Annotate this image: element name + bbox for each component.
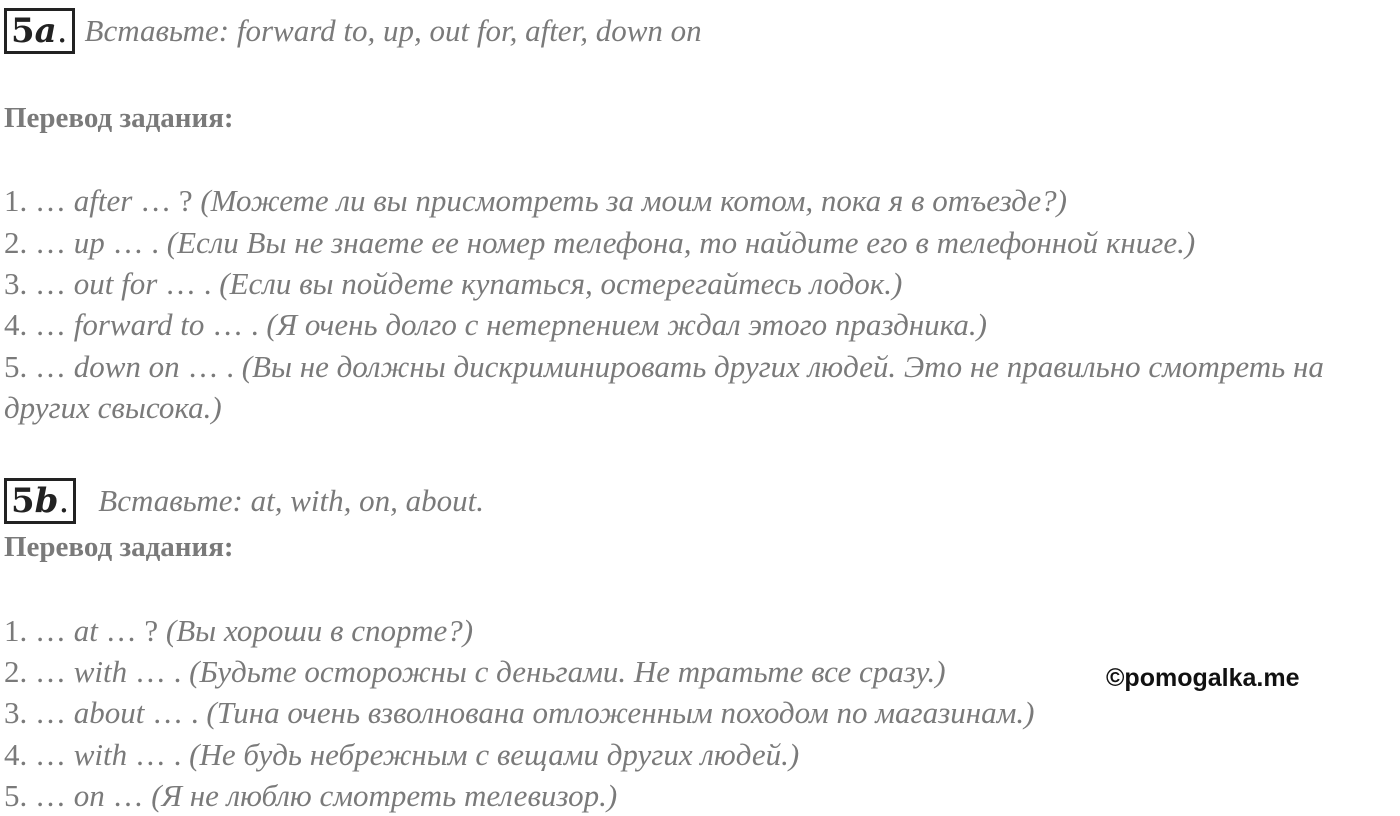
item-answer: at: [73, 613, 98, 648]
exercise-5b-item-4: [4, 734, 799, 775]
watermark-text: ©pomogalka.me: [1106, 664, 1300, 692]
item-answer: up: [73, 225, 105, 260]
exercise-5a-item-1: [4, 180, 1067, 221]
exercise-5a-instruction: Вставьте: forward to, up, out for, after, down on: [84, 13, 702, 48]
badge-dot: .: [56, 11, 68, 51]
exercise-5b-item-3: [4, 692, 1034, 733]
exercise-5b-subheading: Перевод задания:: [4, 531, 234, 563]
item-answer: out for: [73, 266, 158, 301]
item-translation: (Можете ли вы присмотреть за моим котом, пока я в отъезде?): [200, 183, 1067, 218]
exercise-5a-subheading: Перевод задания:: [4, 102, 234, 134]
item-rest: …: [104, 778, 152, 813]
exercise-5a-item-3: [4, 263, 902, 304]
item-answer: after: [73, 183, 133, 218]
item-translation: (Тина очень взволнована отложенным походом по магазинам.): [206, 695, 1035, 730]
exercise-5a-item-4: [4, 304, 987, 345]
item-rest: … .: [179, 349, 242, 384]
item-answer: with: [73, 654, 128, 689]
item-number: 4. …: [4, 737, 74, 772]
item-rest: … .: [144, 695, 207, 730]
badge-letter: a: [34, 11, 57, 51]
badge-number: 5: [11, 11, 35, 51]
item-translation: (Если Вы не знаете ее номер телефона, то найдите его в телефонной книге.): [166, 225, 1196, 260]
item-answer: with: [73, 737, 128, 772]
item-answer: down on: [73, 349, 180, 384]
item-translation: (Будьте осторожны с деньгами. Не тратьте все сразу.): [189, 654, 946, 689]
item-number: 3. …: [4, 266, 74, 301]
item-translation: (Я не люблю смотреть телевизор.): [151, 778, 618, 813]
exercise-5a-heading: [4, 8, 702, 54]
item-answer: on: [73, 778, 105, 813]
item-answer: about: [73, 695, 145, 730]
item-rest: … .: [204, 307, 267, 342]
item-rest: … .: [127, 654, 190, 689]
item-translation: (Вы не должны дискриминировать других людей. Это не правильно смотреть на других свысока.): [4, 349, 1324, 425]
item-number: 5. …: [4, 349, 74, 384]
exercise-5b-item-5: [4, 775, 617, 816]
item-number: 2. …: [4, 654, 74, 689]
item-translation: (Вы хороши в спорте?): [165, 613, 474, 648]
item-rest: … .: [127, 737, 190, 772]
exercise-5b-item-2: [4, 651, 946, 692]
item-number: 1. …: [4, 613, 74, 648]
item-number: 2. …: [4, 225, 74, 260]
badge-number: 5: [11, 481, 35, 521]
item-translation: (Если вы пойдете купаться, остерегайтесь лодок.): [219, 266, 903, 301]
exercise-5a-badge: [4, 8, 75, 54]
item-rest: … ?: [97, 613, 166, 648]
item-rest: … .: [104, 225, 167, 260]
item-rest: … ?: [132, 183, 201, 218]
item-rest: … .: [157, 266, 220, 301]
exercise-5a-item-5: [4, 346, 1364, 428]
item-answer: forward to: [73, 307, 205, 342]
exercise-5b-badge: [4, 478, 76, 524]
exercise-5b-instruction: Вставьте: at, with, on, about.: [98, 483, 484, 518]
item-number: 1. …: [4, 183, 74, 218]
item-number: 4. …: [4, 307, 74, 342]
exercise-5b-item-1: [4, 610, 473, 651]
badge-dot: .: [58, 481, 70, 521]
item-number: 3. …: [4, 695, 74, 730]
item-translation: (Я очень долго с нетерпением ждал этого праздника.): [266, 307, 987, 342]
exercise-5a-item-2: [4, 222, 1195, 263]
item-number: 5. …: [4, 778, 74, 813]
item-translation: (Не будь небрежным с вещами других людей.): [189, 737, 800, 772]
badge-letter: b: [34, 481, 59, 521]
exercise-5b-heading: [4, 478, 484, 524]
